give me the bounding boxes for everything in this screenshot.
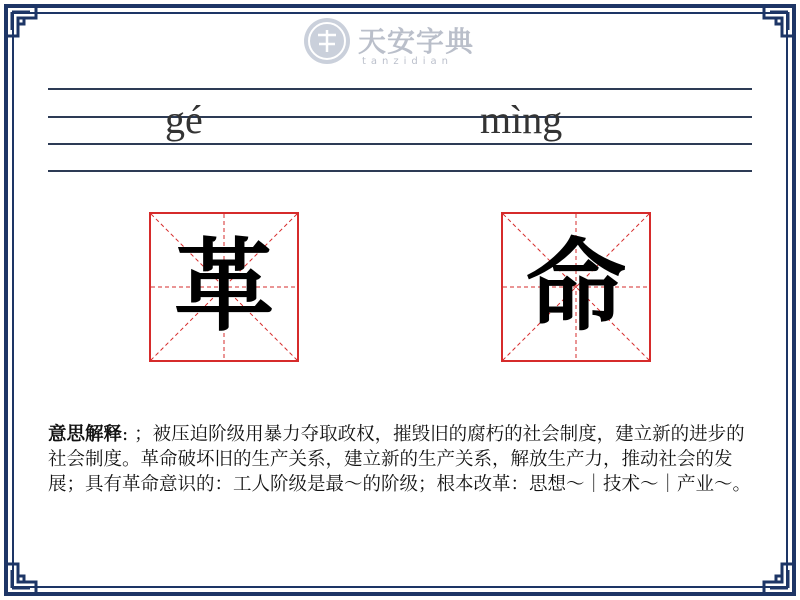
corner-ornament-icon bbox=[2, 558, 42, 598]
pinyin-first: gé bbox=[165, 97, 203, 142]
character-first: 革 bbox=[174, 228, 274, 345]
character-grid-second bbox=[501, 212, 651, 362]
inner-frame bbox=[12, 12, 788, 588]
pinyin-second: mìng bbox=[480, 97, 563, 142]
pinyin-rule bbox=[48, 170, 752, 172]
corner-ornament-icon bbox=[758, 558, 798, 598]
pinyin-rule bbox=[48, 88, 752, 90]
seal-icon bbox=[304, 18, 350, 64]
corner-ornament-icon bbox=[758, 2, 798, 42]
meaning-paragraph bbox=[48, 422, 752, 497]
brand-name-latin: tanzidian bbox=[362, 56, 454, 67]
brand-name: 天安字典 bbox=[358, 25, 475, 58]
pinyin-rule bbox=[48, 143, 752, 145]
pinyin-rule bbox=[48, 116, 752, 118]
character-grid-first bbox=[149, 212, 299, 362]
character-second: 命 bbox=[526, 228, 626, 345]
watermark-logo bbox=[300, 14, 500, 70]
corner-ornament-icon bbox=[2, 2, 42, 42]
meaning-label: 意思解释 bbox=[48, 424, 123, 445]
meaning-text: : ；被压迫阶级用暴力夺取政权，摧毁旧的腐朽的社会制度，建立新的进步的社会制度。革命破坏旧的生产关系，建立新的生产关系，解放生产力，推动社会的发展；具有革命意识的：工人阶级是最～的阶级；根本改革：思想～｜技术～｜产业～。 bbox=[48, 424, 752, 495]
